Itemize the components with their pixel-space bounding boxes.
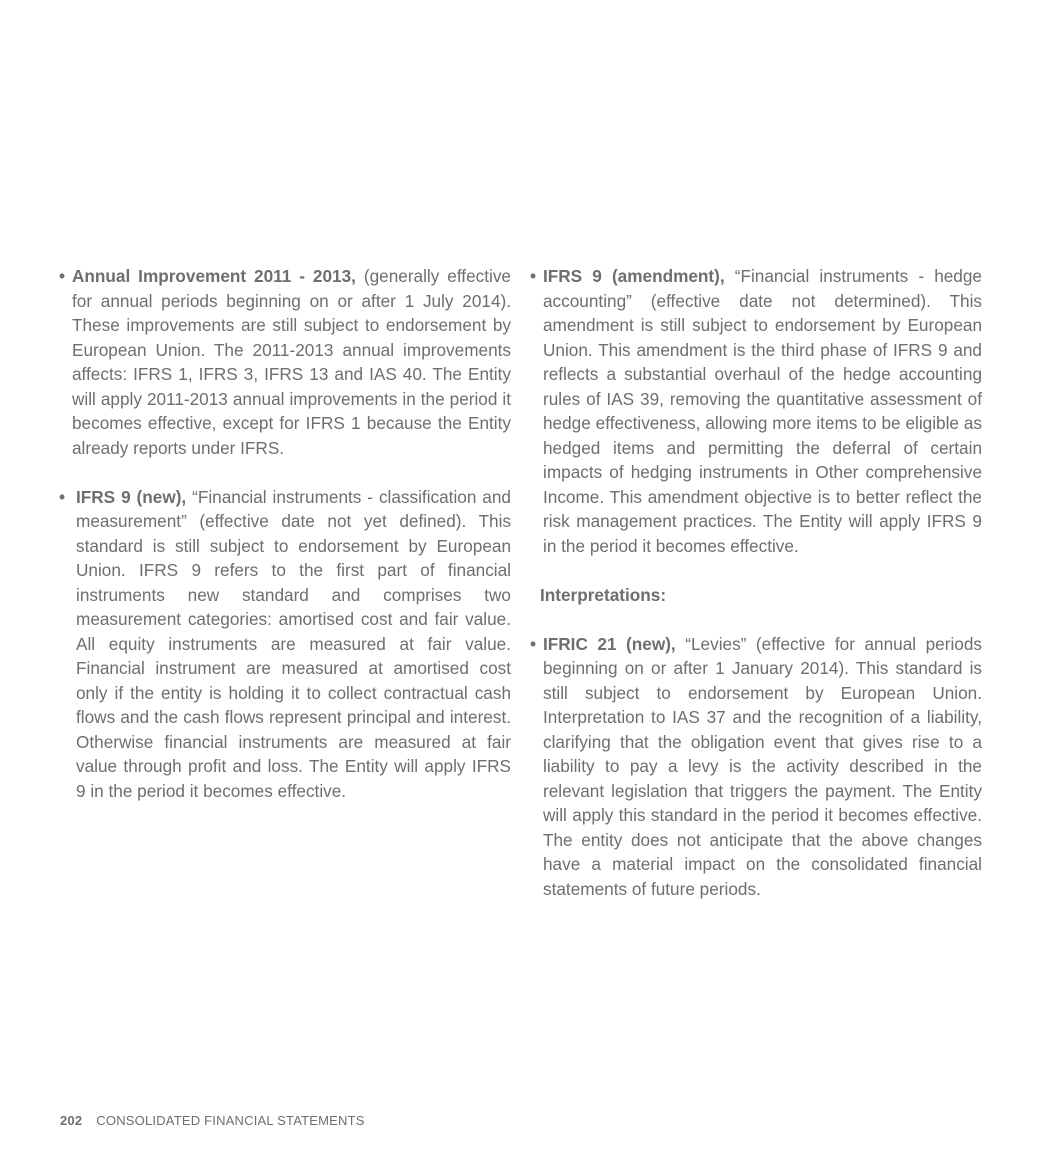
- bullet: •: [530, 266, 537, 286]
- bullet: •: [530, 633, 537, 654]
- interpretations-heading: Interpretations:: [540, 584, 667, 605]
- bullet: •: [59, 486, 66, 507]
- item-term: IFRS 9 (amendment),: [543, 266, 725, 286]
- item-text: “Financial instruments - hedge accounting” (effective date not determined). This amendment is still subject to endorsement by European Union. This amendment is the third phase of IFRS 9 and reflects a substantial overhaul of the hedge accounting rules of IAS 39, removing the quantitative assessment of hedge effectiveness, allowing more items to be eligible as hedged items and permitting the deferral of certain impacts of hedging instruments in Other comprehensive Income. This amendment objective is to better reflect the risk management practices. The Entity will apply IFRS 9 in the period it becomes effective.: [543, 266, 982, 556]
- item-term: Annual Improvement 2011 - 2013,: [72, 266, 356, 286]
- list-item-annual-improvement: [59, 264, 511, 460]
- list-item-ifrs9-new: [59, 485, 511, 804]
- left-column: [59, 264, 511, 828]
- item-text: “Levies” (effective for annual periods beginning on or after 1 January 2014). This standard is still subject to endorsement by European Union. Interpretation to IAS 37 and the recognition of a liability, clarifying that the obligation event that gives rise to a liability to pay a levy is the activity described in the relevant legislation that triggers the payment. The Entity will apply this standard in the period it becomes effective. The entity does not anticipate that the above changes have a material impact on the consolidated financial statements of future periods.: [543, 633, 982, 899]
- bullet: •: [59, 266, 66, 286]
- list-item-ifric21: [530, 632, 982, 902]
- item-term: IFRIC 21 (new),: [543, 633, 676, 654]
- section-title: CONSOLIDATED FINANCIAL STATEMENTS: [96, 1113, 365, 1128]
- item-term: IFRS 9 (new),: [76, 486, 187, 507]
- page-number: 202: [60, 1113, 83, 1128]
- item-text: “Financial instruments - classification and measurement” (effective date not yet defined). This standard is still subject to endorsement by European Union. IFRS 9 refers to the first part of financial instruments new standard and comprises two measurement categories: amortised cost and fair value. All equity instruments are measured at fair value. Financial instrument are measured at amortised cost only if the entity is holding it to collect contractual cash flows and the cash flows represent principal and interest. Otherwise financial instruments are measured at fair value through profit and loss. The Entity will apply IFRS 9 in the period it becomes effective.: [76, 486, 511, 801]
- right-column: [530, 264, 982, 926]
- list-item-ifrs9-amendment: [530, 264, 982, 558]
- item-text: (generally effective for annual periods beginning on or after 1 July 2014). These improvements are still subject to endorsement by European Union. The 2011-2013 annual improvements affects: IFRS 1, IFRS 3, IFRS 13 and IAS 40. The Entity will apply 2011-2013 annual improvements in the period it becomes effective, except for IFRS 1 because the Entity already reports under IFRS.: [72, 266, 511, 458]
- page-footer: [60, 1112, 365, 1130]
